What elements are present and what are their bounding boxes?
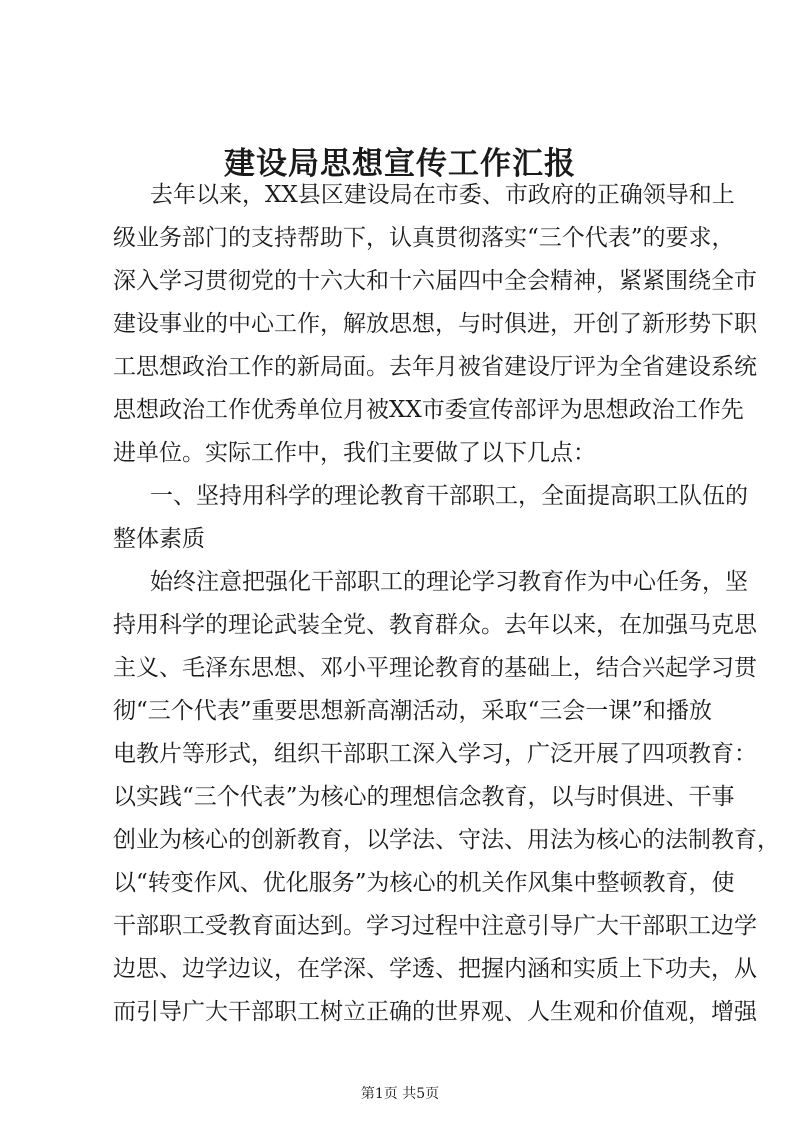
text-line: 建设事业的中心工作，解放思想，与时俱进，开创了新形势下职 (113, 311, 757, 337)
text-line: 而引导广大干部职工树立正确的世界观、人生观和价值观，增强 (113, 999, 757, 1025)
section-heading-cont: 整体素质 (113, 526, 205, 552)
page-footer: 第1页 共5页 (360, 1086, 440, 1102)
text-line: 干部职工受教育面达到。学习过程中注意引导广大干部职工边学 (113, 913, 757, 939)
text-line: 创业为核心的创新教育，以学法、守法、用法为核心的法制教育， (113, 827, 780, 853)
text-line: 以实践“三个代表”为核心的理想信念教育，以与时俱进、干事 (113, 784, 735, 810)
text-line: 工思想政治工作的新局面。去年月被省建设厅评为全省建设系统 (113, 354, 757, 380)
text-line: 级业务部门的支持帮助下，认真贯彻落实“三个代表”的要求， (113, 225, 735, 251)
text-line: 深入学习贯彻党的十六大和十六届四中全会精神，紧紧围绕全市 (113, 268, 757, 294)
text-line: 思想政治工作优秀单位月被XX市委宣传部评为思想政治工作先 (113, 397, 744, 423)
document-title: 建设局思想宣传工作汇报 (224, 146, 576, 182)
text-line: 始终注意把强化干部职工的理论学习教育作为中心任务，坚 (150, 569, 748, 595)
text-line: 去年以来，XX县区建设局在市委、市政府的正确领导和上 (150, 182, 735, 208)
text-line: 进单位。实际工作中，我们主要做了以下几点： (113, 440, 596, 466)
text-line: 持用科学的理论武装全党、教育群众。去年以来，在加强马克思 (113, 612, 757, 638)
text-line: 边思、边学边议，在学深、学透、把握内涵和实质上下功夫，从 (113, 956, 757, 982)
text-line: 电教片等形式，组织干部职工深入学习，广泛开展了四项教育： (113, 741, 757, 767)
text-line: 彻“三个代表”重要思想新高潮活动，采取“三会一课”和播放 (113, 698, 713, 724)
text-line: 主义、毛泽东思想、邓小平理论教育的基础上，结合兴起学习贯 (113, 655, 757, 681)
section-heading: 一、坚持用科学的理论教育干部职工，全面提高职工队伍的 (150, 483, 748, 509)
text-line: 以“转变作风、优化服务”为核心的机关作风集中整顿教育，使 (113, 870, 735, 896)
